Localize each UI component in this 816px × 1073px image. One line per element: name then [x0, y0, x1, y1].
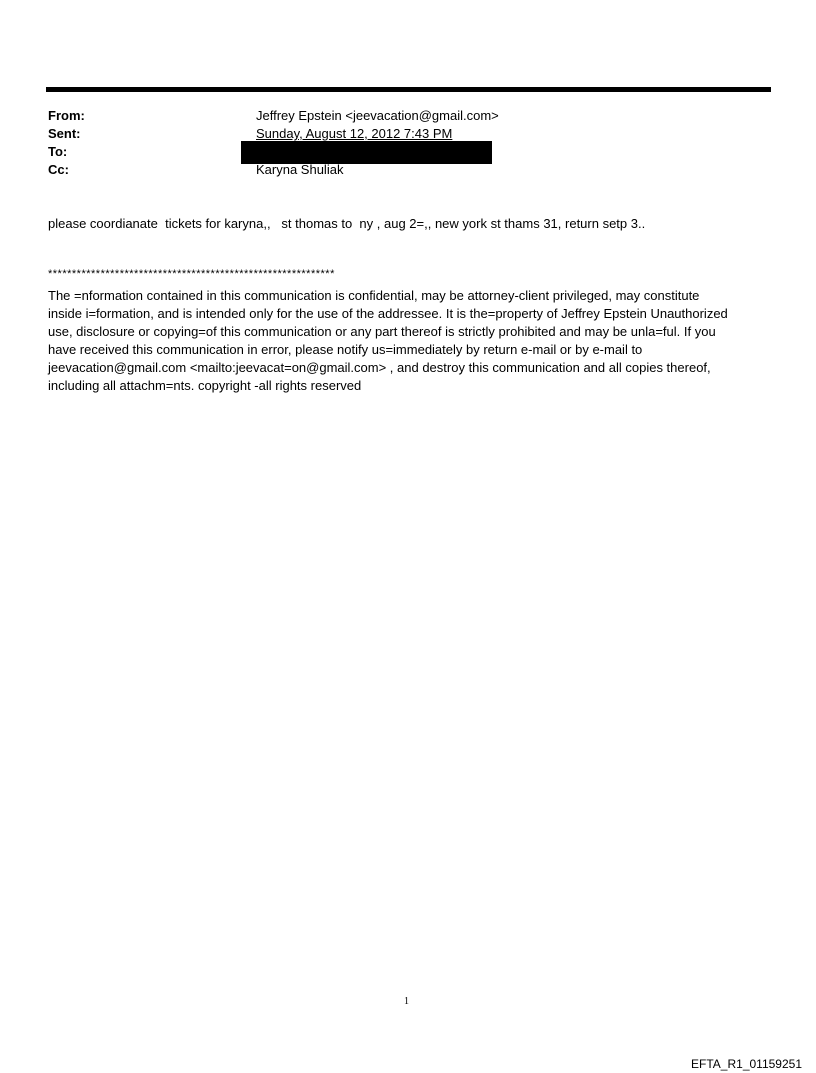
- redaction-block: [241, 141, 492, 164]
- disclaimer-line: use, disclosure or copying=of this communication or any part thereof is strictly prohibited and may be unla=ful. If you: [48, 324, 716, 339]
- from-value: Jeffrey Epstein <jeevacation@gmail.com>: [256, 108, 499, 123]
- sent-label: Sent:: [48, 126, 81, 141]
- disclaimer-line: jeevacation@gmail.com <mailto:jeevacat=on@gmail.com> , and destroy this communication and all copies thereof,: [48, 360, 711, 375]
- document-id: EFTA_R1_01159251: [691, 1057, 802, 1071]
- header-rule: [46, 87, 771, 92]
- from-label: From:: [48, 108, 85, 123]
- confidentiality-disclaimer: [48, 287, 778, 395]
- page-number: 1: [404, 996, 409, 1007]
- email-body: please coordianate tickets for karyna,, st thomas to ny , aug 2=,, new york st thams 31, return setp 3..: [48, 216, 646, 231]
- disclaimer-line: including all attachm=nts. copyright -all rights reserved: [48, 378, 362, 393]
- to-label: To:: [48, 144, 68, 159]
- sent-value: Sunday, August 12, 2012 7:43 PM: [256, 126, 453, 141]
- cc-value: Karyna Shuliak: [256, 162, 344, 177]
- disclaimer-line: The =nformation contained in this communication is confidential, may be attorney-client privileged, may constitute: [48, 288, 700, 303]
- disclaimer-line: inside i=formation, and is intended only for the use of the addressee. It is the=property of Jeffrey Epstein Unauthorized: [48, 306, 728, 321]
- cc-label: Cc:: [48, 162, 69, 177]
- disclaimer-line: have received this communication in error, please notify us=immediately by return e-mail or by e-mail to: [48, 342, 643, 357]
- separator-line: ************************************************************: [48, 268, 335, 280]
